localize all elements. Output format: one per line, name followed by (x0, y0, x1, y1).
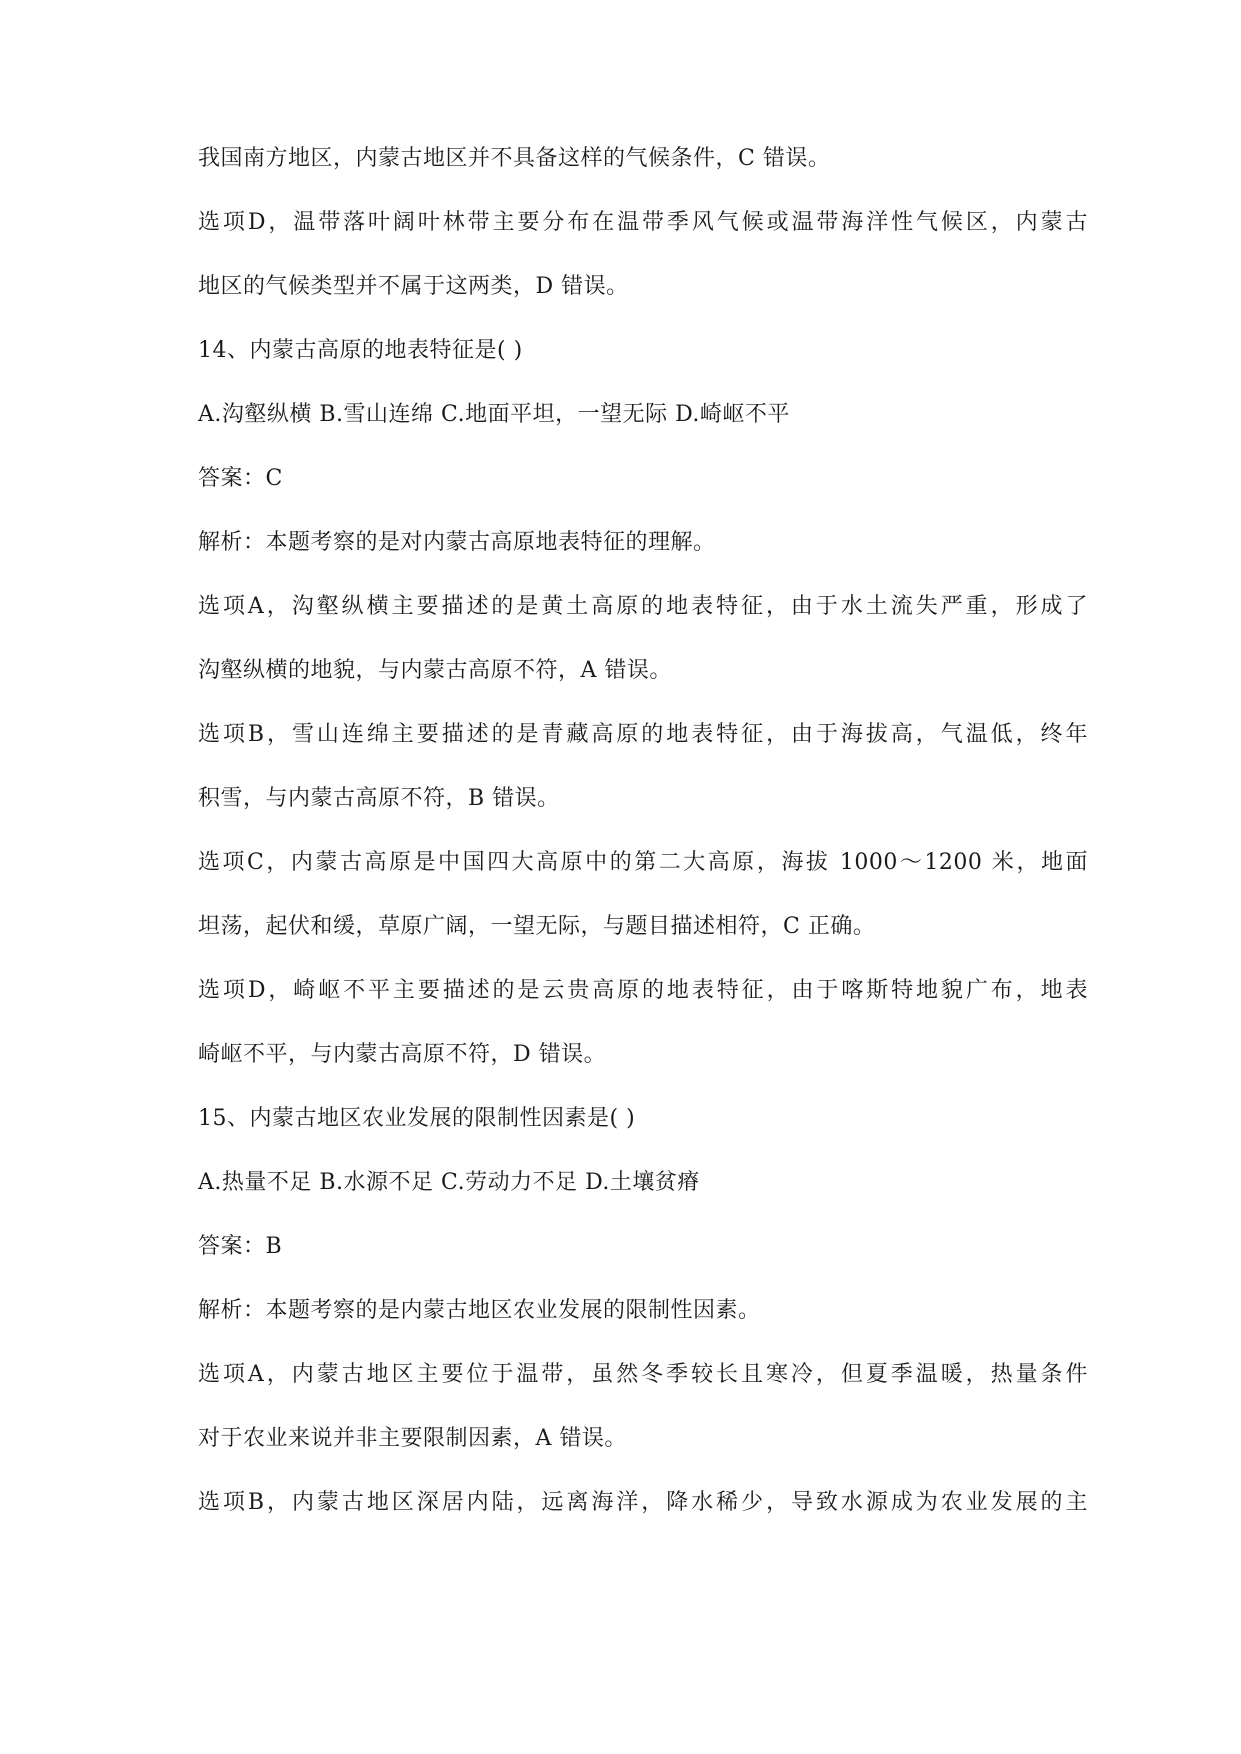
text-line: 我国南方地区，内蒙古地区并不具备这样的气候条件，C 错误。 (198, 146, 831, 171)
text-line: 选项A，沟壑纵横主要描述的是黄土高原的地表特征，由于水土流失严重，形成了 (198, 594, 1088, 619)
text-line: 对于农业来说并非主要限制因素，A 错误。 (198, 1426, 627, 1451)
text-line: 选项D，温带落叶阔叶林带主要分布在温带季风气候或温带海洋性气候区，内蒙古 (198, 210, 1088, 235)
text-line: 沟壑纵横的地貌，与内蒙古高原不符，A 错误。 (198, 658, 672, 683)
text-line: 选项B，内蒙古地区深居内陆，远离海洋，降水稀少，导致水源成为农业发展的主 (198, 1490, 1088, 1515)
text-line: 选项C，内蒙古高原是中国四大高原中的第二大高原，海拔 1000～1200 米，地面 (198, 850, 1088, 875)
text-line: 选项A，内蒙古地区主要位于温带，虽然冬季较长且寒冷，但夏季温暖，热量条件 (198, 1362, 1088, 1387)
text-line: 地区的气候类型并不属于这两类，D 错误。 (198, 274, 629, 299)
document-body (198, 144, 1088, 1552)
analysis-line: 解析：本题考察的是内蒙古地区农业发展的限制性因素。 (198, 1298, 761, 1323)
text-line: 积雪，与内蒙古高原不符，B 错误。 (198, 786, 560, 811)
text-line: 选项B，雪山连绵主要描述的是青藏高原的地表特征，由于海拔高，气温低，终年 (198, 722, 1088, 747)
text-line: 崎岖不平，与内蒙古高原不符，D 错误。 (198, 1042, 607, 1067)
text-line: 选项D，崎岖不平主要描述的是云贵高原的地表特征，由于喀斯特地貌广布，地表 (198, 978, 1088, 1003)
answer-line: 答案：B (198, 1234, 283, 1259)
analysis-line: 解析：本题考察的是对内蒙古高原地表特征的理解。 (198, 530, 716, 555)
question-options: A.热量不足 B.水源不足 C.劳动力不足 D.土壤贫瘠 (198, 1170, 700, 1195)
question-heading: 15、内蒙古地区农业发展的限制性因素是( ) (198, 1106, 636, 1131)
question-options: A.沟壑纵横 B.雪山连绵 C.地面平坦，一望无际 D.崎岖不平 (198, 402, 790, 427)
answer-line: 答案：C (198, 466, 283, 491)
question-heading: 14、内蒙古高原的地表特征是( ) (198, 338, 523, 363)
text-line: 坦荡，起伏和缓，草原广阔，一望无际，与题目描述相符，C 正确。 (198, 914, 876, 939)
